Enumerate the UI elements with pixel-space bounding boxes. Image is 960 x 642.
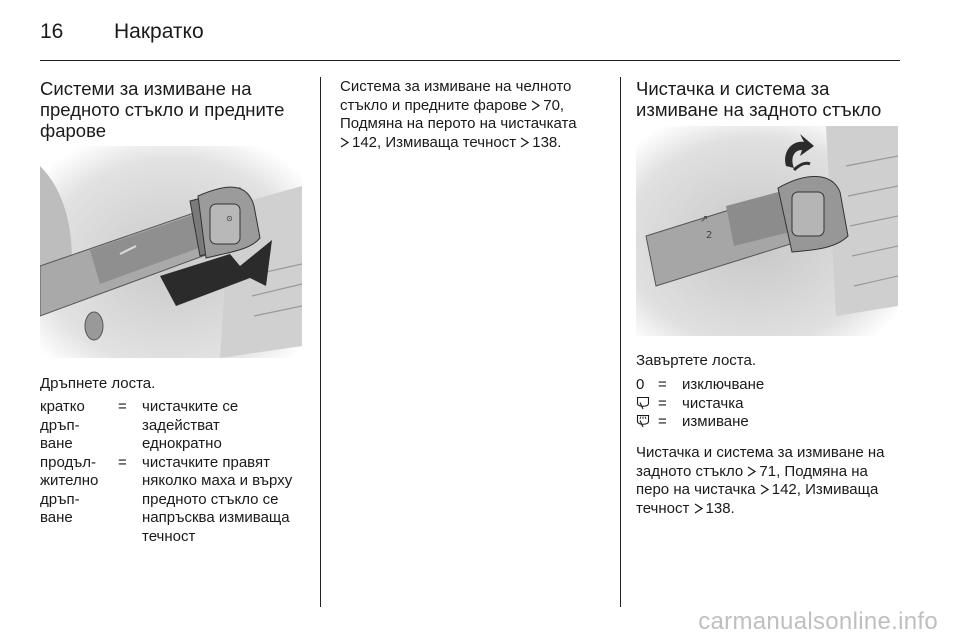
column-divider-1 — [320, 77, 321, 607]
symbol-cell — [636, 413, 658, 432]
description-cell: изключване — [682, 376, 765, 393]
section-title: Накратко — [114, 20, 204, 43]
page-reference-arrow-icon — [694, 503, 703, 514]
watermark: carmanualsonline.info — [698, 608, 938, 635]
right-line: задното стъкло 71, Подмяна на — [636, 462, 868, 480]
front-wiper-lever-illustration — [40, 146, 302, 358]
definition-row — [636, 395, 906, 414]
page-reference-link[interactable]: 70, — [543, 96, 565, 114]
definition-row — [40, 454, 308, 547]
right-references — [636, 444, 910, 518]
symbol-cell — [636, 395, 658, 414]
left-caption: Дръпнете лоста. — [40, 375, 156, 392]
definition-row — [40, 398, 308, 454]
right-definition-table — [636, 376, 906, 432]
description-cell: чистачките се задействат еднократно — [142, 398, 239, 452]
middle-line: стъкло и предните фарове 70, — [340, 96, 565, 114]
page-reference-arrow-icon — [531, 100, 540, 111]
right-caption: Завъртете лоста. — [636, 352, 756, 369]
right-line: перо на чистачка 142, Измиваща — [636, 481, 879, 498]
rear-washer-icon — [636, 414, 650, 428]
svg-text:↗: ↗ — [700, 214, 709, 225]
left-definition-table — [40, 398, 308, 546]
description-cell: измиване — [682, 413, 749, 430]
page-header — [40, 20, 204, 44]
middle-line: Система за измиване на челното — [340, 78, 572, 95]
column-divider-2 — [620, 77, 621, 607]
description-cell: чистачка — [682, 394, 744, 412]
term-cell: продъл- жително дръп- ване — [40, 453, 99, 526]
right-heading: Чистачка и система за измиване на задното стъкло — [636, 78, 882, 120]
term-cell: кратко дръп- ване — [40, 398, 85, 452]
right-line: течност 138. — [636, 499, 735, 517]
right-line: Чистачка и система за измиване на — [636, 444, 885, 461]
page-reference-arrow-icon — [760, 484, 769, 495]
equals-cell: = — [658, 413, 667, 430]
rear-wiper-icon — [636, 396, 650, 410]
svg-text:⊙: ⊙ — [226, 214, 233, 223]
equals-cell: = — [658, 394, 667, 412]
middle-column — [340, 78, 610, 152]
page-reference-link[interactable]: 138. — [705, 499, 735, 517]
right-column — [636, 78, 906, 120]
definition-row — [636, 376, 906, 395]
equals-cell: = — [658, 376, 667, 393]
equals-cell: = — [118, 453, 127, 471]
page-reference-arrow-icon — [340, 137, 349, 148]
middle-line: 142, Измиваща течност 138. — [340, 134, 610, 153]
left-column — [40, 78, 305, 141]
equals-cell: = — [118, 398, 127, 415]
middle-line: Подмяна на перото на чистачката — [340, 115, 577, 132]
header-rule — [40, 60, 900, 61]
symbol-cell: 0 — [636, 376, 645, 393]
rear-wiper-lever-illustration — [636, 126, 898, 336]
svg-text:2: 2 — [706, 230, 713, 241]
page-reference-link[interactable]: 138. — [532, 133, 562, 151]
page-reference-arrow-icon — [520, 137, 529, 148]
left-heading: Системи за измиване на предното стъкло и предните фарове — [40, 78, 285, 141]
page-reference-link[interactable]: 71, Подмяна на — [759, 462, 868, 480]
page-reference-link[interactable]: 142, Измиваща — [771, 481, 879, 498]
page-reference-arrow-icon — [747, 466, 756, 477]
page-number: 16 — [40, 20, 64, 43]
definition-row — [636, 413, 906, 432]
description-cell: чистачките правят няколко маха и върху предното стъкло се напръсква измиваща течност — [142, 453, 293, 545]
page-reference-link[interactable]: 142, — [352, 133, 382, 151]
